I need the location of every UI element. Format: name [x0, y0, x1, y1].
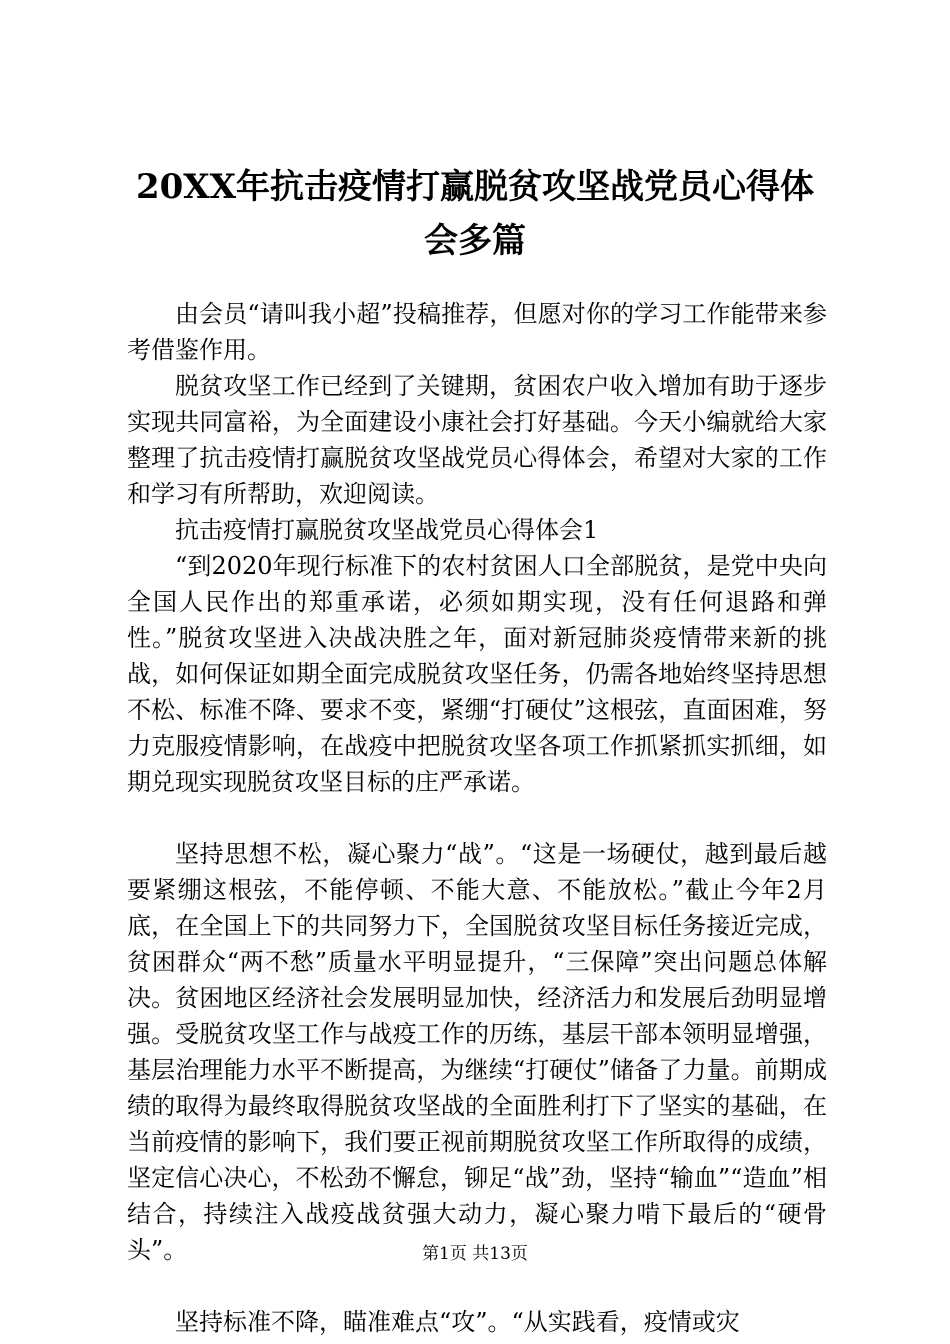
paragraph-fight: 坚持思想不松，凝心聚力“战”。“这是一场硬仗，越到最后越要紧绷这根弦，不能停顿、不能大意、不能放松。”截止今年2月底，在全国上下的共同努力下，全国脱贫攻坚目标任务接近完成，贫困群众“两不愁”质量水平明显提升，“三保障”突出问题总体解决。贫困地区经济社会发展明显加快，经济活力和发展后劲明显增强。受脱贫攻坚工作与战疫工作的历练，基层干部本领明显增强，基层治理能力水平不断提高，为继续“打硬仗”储备了力量。前期成绩的取得为最终取得脱贫攻坚战的全面胜利打下了坚实的基础，在当前疫情的影响下，我们要正视前期脱贫攻坚工作所取得的成绩，坚定信心决心，不松劲不懈怠，铆足“战”劲，坚持“输血”“造血”相结合，持续注入战疫战贫强大动力，凝心聚力啃下最后的“硬骨头”。	[127, 840, 827, 1264]
document-title	[120, 160, 830, 268]
paragraph-quote: “到2020年现行标准下的农村贫困人口全部脱贫，是党中央向全国人民作出的郑重承诺，必须如期实现，没有任何退路和弹性。”脱贫攻坚进入决战决胜之年，面对新冠肺炎疫情带来新的挑战，如何保证如期全面完成脱贫攻坚任务，仍需各地始终坚持思想不松、标准不降、要求不变，紧绷“打硬仗”这根弦，直面困难，努力克服疫情影响，在战疫中把脱贫攻坚各项工作抓紧抓实抓细，如期兑现实现脱贫攻坚目标的庄严承诺。	[127, 552, 827, 796]
section-heading: 抗击疫情打赢脱贫攻坚战党员心得体会1	[175, 516, 599, 544]
paragraph-summary: 脱贫攻坚工作已经到了关键期，贫困农户收入增加有助于逐步实现共同富裕，为全面建设小康社会打好基础。今天小编就给大家整理了抗击疫情打赢脱贫攻坚战党员心得体会，希望对大家的工作和学习有所帮助，欢迎阅读。	[127, 372, 827, 508]
title-line-1: 20XX年抗击疫情打赢脱贫攻坚战党员心得体	[135, 167, 815, 207]
paragraph-spacer	[127, 800, 827, 836]
paragraph-spacer	[127, 1268, 827, 1304]
paragraph-intro: 由会员“请叫我小超”投稿推荐，但愿对你的学习工作能带来参考借鉴作用。	[127, 300, 827, 364]
paragraph-attack: 坚持标准不降，瞄准难点“攻”。“从实践看，疫情或灾	[175, 1308, 740, 1336]
document-body	[127, 296, 827, 1340]
title-line-2: 会多篇	[424, 221, 526, 261]
page-footer: 第1页 共13页	[422, 1244, 528, 1264]
